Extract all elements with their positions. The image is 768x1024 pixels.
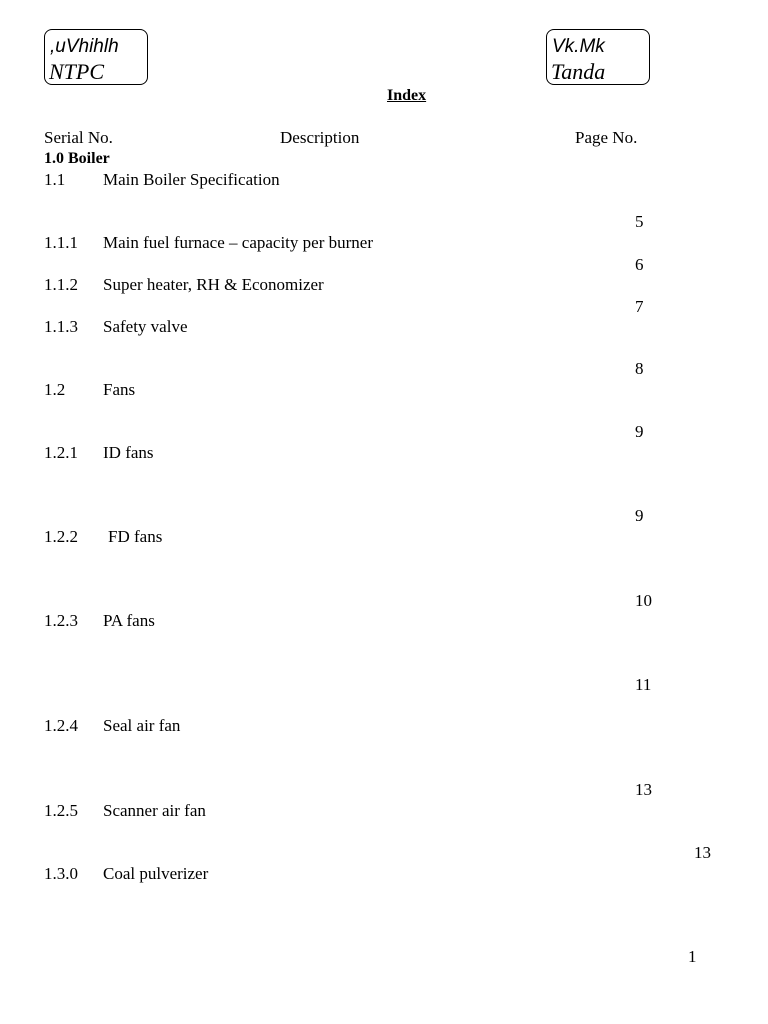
- ntpc-logo-box: [44, 29, 148, 85]
- tanda-english-text: Tanda: [551, 59, 606, 84]
- page-number: 11: [635, 675, 652, 694]
- ntpc-english-text: NTPC: [49, 59, 105, 84]
- column-header-serial: Serial No.: [44, 128, 113, 147]
- index-entry-description: Super heater, RH & Economizer: [103, 275, 324, 294]
- index-entry-serial: 1.2.5: [44, 801, 78, 820]
- column-header-description: Description: [280, 128, 360, 147]
- page-number: 7: [635, 297, 644, 316]
- index-entry-serial: 1.2.2: [44, 527, 78, 546]
- index-entry-description: ID fans: [103, 443, 154, 462]
- index-entry-description: Safety valve: [103, 317, 188, 336]
- column-header-page: Page No.: [575, 128, 638, 147]
- index-entry-description: Coal pulverizer: [103, 864, 209, 883]
- index-entry-serial: 1.2.4: [44, 716, 78, 735]
- index-entry-serial: 1.3.0: [44, 864, 78, 883]
- index-entry-serial: 1.1.2: [44, 275, 78, 294]
- tanda-hindi-text: Vk.Mk: [552, 36, 605, 57]
- footer-page-number: 1: [688, 947, 697, 966]
- page-number: 9: [635, 506, 644, 525]
- index-entry-serial: 1.1.3: [44, 317, 78, 336]
- index-entry-description: Fans: [103, 380, 136, 399]
- page-number: 8: [635, 359, 644, 378]
- index-entry-serial: 1.1: [44, 170, 66, 189]
- index-entry-serial: 1.2.3: [44, 611, 78, 630]
- index-entry-description: Main Boiler Specification: [103, 170, 280, 189]
- index-entry-serial: 1.2.1: [44, 443, 78, 462]
- index-entry-serial: 1.1.1: [44, 233, 78, 252]
- section-heading: 1.0 Boiler: [44, 150, 110, 167]
- ntpc-hindi-text: ,uVhihlh: [50, 36, 119, 57]
- page-number: 6: [635, 255, 644, 274]
- index-entry-description: Scanner air fan: [103, 801, 206, 820]
- index-entry-description: Main fuel furnace – capacity per burner: [103, 233, 373, 252]
- tanda-logo-box: [546, 29, 650, 85]
- page-number: 13: [694, 843, 711, 862]
- index-entry-description: PA fans: [103, 611, 155, 630]
- index-entry-serial: 1.2: [44, 380, 66, 399]
- page-title: Index: [387, 87, 427, 104]
- index-entry-description: Seal air fan: [103, 716, 181, 735]
- page-number: 9: [635, 422, 644, 441]
- page-number: 10: [635, 591, 652, 610]
- page-number: 5: [635, 212, 644, 231]
- index-entry-description: FD fans: [108, 527, 163, 546]
- page-number: 13: [635, 780, 652, 799]
